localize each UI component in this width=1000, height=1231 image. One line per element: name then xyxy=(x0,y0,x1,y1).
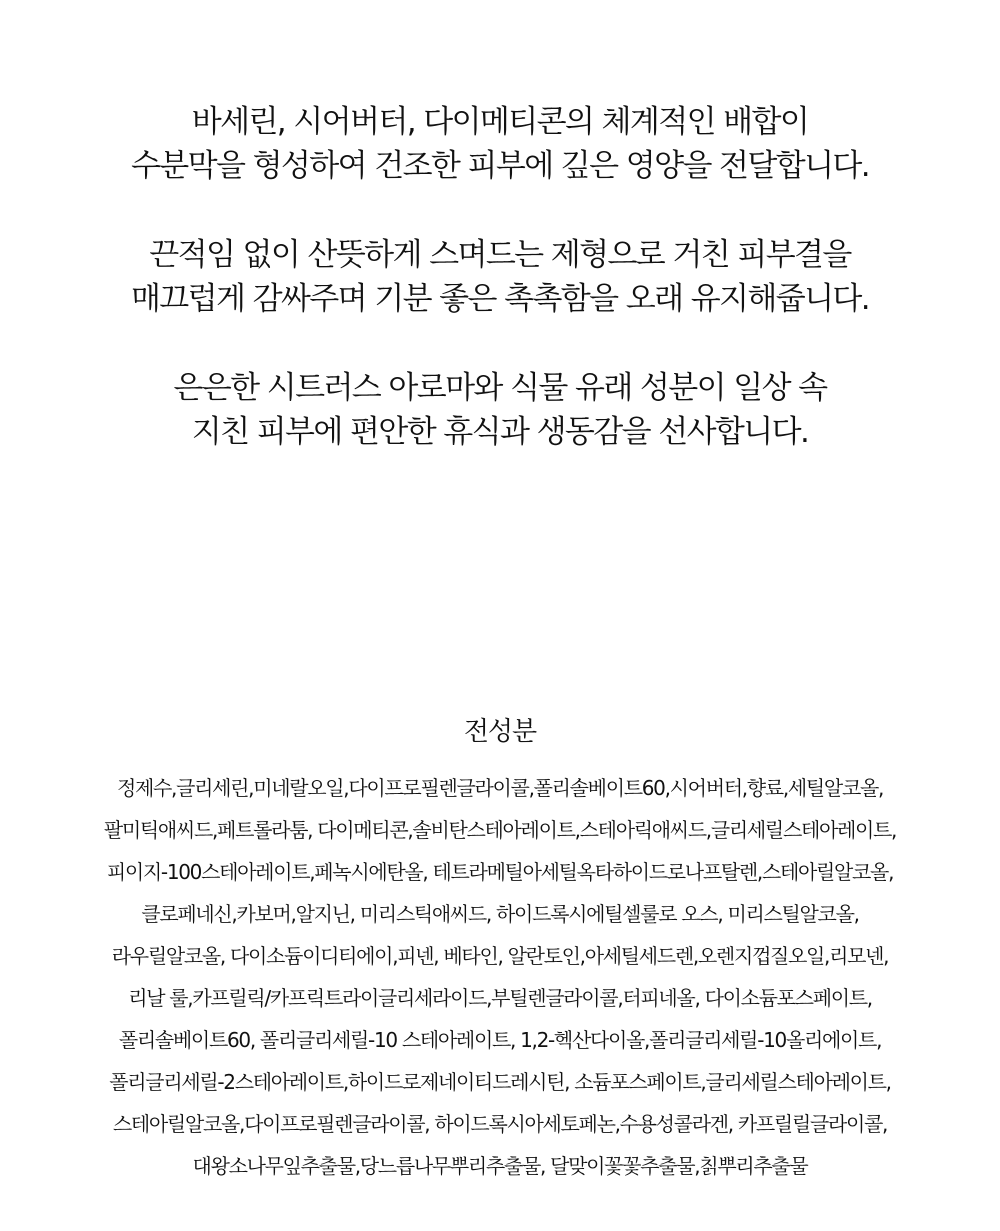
ingredient-line: 폴리글리세릴-2스테아레이트,하이드로제네이티드레시틴, 소듐포스페이트,글리세릴스테아레이트, xyxy=(109,1070,891,1094)
ingredient-line: 대왕소나무잎추출물,당느릅나무뿌리추출물, 달맞이꽃꽃추출물,칡뿌리추출물 xyxy=(192,1154,808,1178)
ingredients-section xyxy=(0,712,1000,1187)
ingredient-line: 라우릴알코올, 다이소듐이디티에이,피넨, 베타인, 알란토인,아세틸세드렌,오렌지껍질오일,리모넨, xyxy=(111,944,889,968)
product-description xyxy=(0,100,1000,499)
description-line: 은은한 시트러스 아로마와 식물 유래 성분이 일상 속 xyxy=(173,370,827,406)
ingredient-line: 스테아릴알코올,다이프로필렌글라이콜, 하이드록시아세토페논,수용성콜라겐, 카프릴릴글라이콜, xyxy=(112,1112,888,1136)
ingredients-title: 전성분 xyxy=(463,717,537,747)
ingredient-line: 정제수,글리세린,미네랄오일,다이프로필렌글라이콜,폴리솔베이트60,시어버터,향료,세틸알코올, xyxy=(116,776,884,800)
ingredient-line: 클로페네신,카보머,알지닌, 미리스틱애씨드, 하이드록시에틸셀룰로 오스, 미리스틸알코올, xyxy=(141,902,859,926)
description-line: 매끄럽게 감싸주며 기분 좋은 촉촉함을 오래 유지해줍니다. xyxy=(130,281,870,317)
ingredient-line: 리날 룰,카프릴릭/카프릭트라이글리세라이드,부틸렌글라이콜,터피네올, 다이소듐포스페이트, xyxy=(128,986,872,1010)
description-paragraph xyxy=(0,100,1000,188)
description-line: 끈적임 없이 산뜻하게 스며드는 제형으로 거친 피부결을 xyxy=(149,237,851,273)
ingredient-line: 팔미틱애씨드,페트롤라툼, 다이메티콘,솔비탄스테아레이트,스테아릭애씨드,글리세릴스테아레이트, xyxy=(103,818,897,842)
description-paragraph xyxy=(0,233,1000,321)
description-line: 지친 피부에 편안한 휴식과 생동감을 선사합니다. xyxy=(191,414,809,450)
description-line: 바세린, 시어버터, 다이메티콘의 체계적인 배합이 xyxy=(191,104,809,140)
ingredient-line: 폴리솔베이트60, 폴리글리세릴-10 스테아레이트, 1,2-헥산다이올,폴리글리세릴-10올리에이트, xyxy=(118,1028,882,1052)
description-line: 수분막을 형성하여 건조한 피부에 깊은 영양을 전달합니다. xyxy=(130,148,870,184)
ingredient-line: 피이지-100스테아레이트,페녹시에탄올, 테트라메틸아세틸옥타하이드로나프탈렌,스테아릴알코올, xyxy=(106,860,894,884)
description-paragraph xyxy=(0,366,1000,454)
